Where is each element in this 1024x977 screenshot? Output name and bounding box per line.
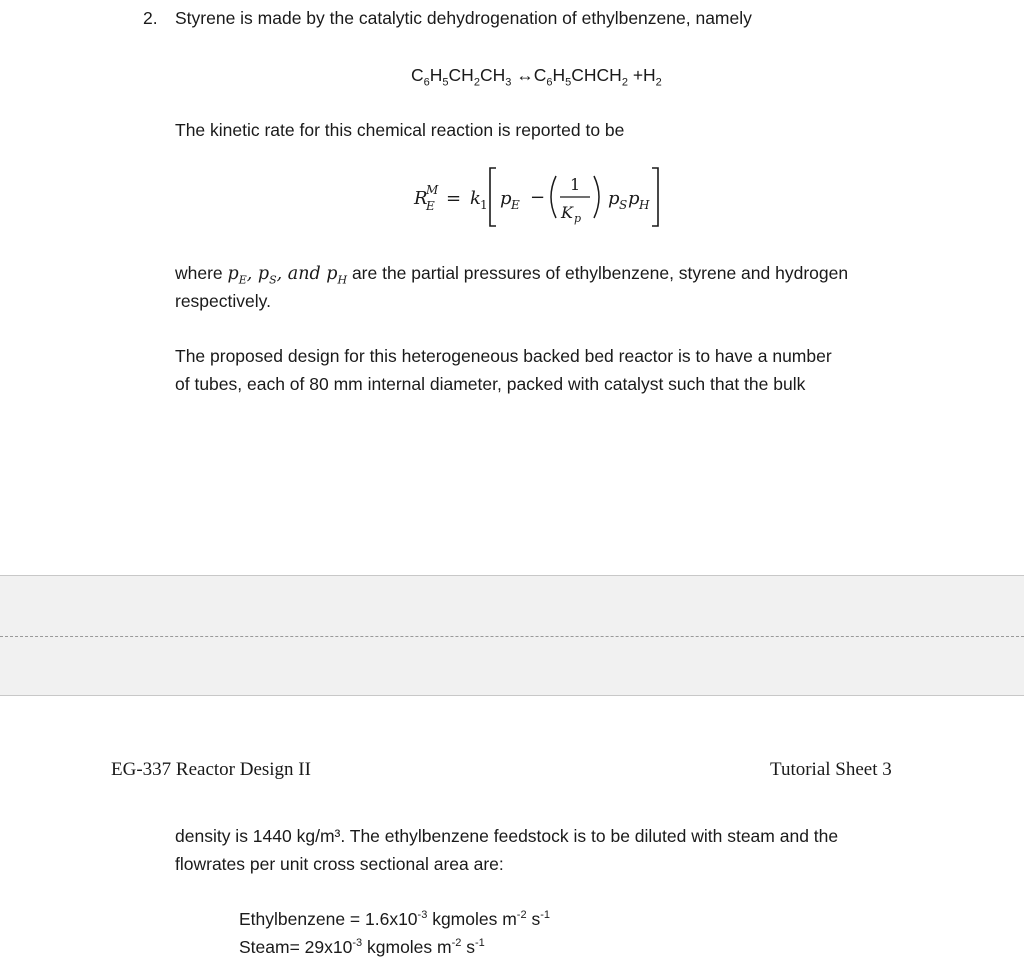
flowrate-units-time-exp: -1	[475, 937, 485, 950]
question-intro: Styrene is made by the catalytic dehydrogenation of ethylbenzene, namely	[175, 8, 752, 28]
flowrate-units-exp: -2	[516, 909, 527, 922]
svg-text:S: S	[619, 198, 628, 212]
svg-text:M: M	[426, 183, 439, 197]
where-line-2: respectively.	[175, 291, 271, 311]
product-formula: $C_6H_5CHCH_2$	[533, 65, 628, 89]
rate-equation	[410, 160, 690, 232]
flowrate-label: Ethylbenzene =	[239, 909, 365, 929]
reactant-formula: $C_6H_5CH_2CH_3$	[411, 65, 512, 89]
flowrate-exponent: -3	[417, 909, 428, 922]
where-prefix: where	[175, 263, 223, 283]
flowrate-value: 1.6x10	[365, 909, 418, 929]
svg-text:1: 1	[480, 198, 488, 212]
page-break-dashed-line	[0, 636, 1024, 637]
question-number: 2.	[143, 8, 158, 28]
flowrate-ethylbenzene	[239, 905, 550, 933]
svg-text:1: 1	[570, 175, 581, 194]
reaction-equation	[411, 61, 662, 89]
flowrate-steam	[239, 933, 485, 961]
svg-text:=: =	[446, 188, 462, 209]
where-symbols: $p_E$, $p_S$, and $p_H$	[227, 264, 348, 287]
svg-text:E: E	[426, 199, 435, 213]
design-line-2: of tubes, each of 80 mm internal diameter, packed with catalyst such that the bulk	[175, 374, 806, 394]
flowrate-exponent: -3	[352, 937, 363, 950]
rate-intro: The kinetic rate for this chemical reaction is reported to be	[175, 120, 625, 140]
flowrate-units-time-exp: -1	[540, 909, 550, 922]
svg-text:H: H	[639, 198, 650, 212]
svg-text:K: K	[561, 203, 573, 222]
svg-text:R: R	[414, 188, 428, 209]
svg-text:p: p	[628, 188, 640, 209]
hydrogen-product: $+H_2$	[632, 65, 662, 89]
flowrate-units: kgmoles m	[427, 909, 517, 929]
flowrate-units-time: s	[526, 909, 541, 929]
flowrate-value: 29x10	[304, 937, 353, 957]
where-line-1	[175, 259, 848, 288]
design-line-1: The proposed design for this heterogeneous backed bed reactor is to have a number	[175, 346, 832, 366]
reversible-arrow: ↔	[516, 65, 534, 85]
flowrate-label: Steam=	[239, 937, 305, 957]
density-line-1: density is 1440 kg/m³. The ethylbenzene feedstock is to be diluted with steam and the	[175, 826, 839, 846]
svg-text:−: −	[530, 187, 546, 208]
rate-equation-graphic	[410, 160, 690, 232]
header-sheet: Tutorial Sheet 3	[770, 759, 892, 780]
flowrate-units-exp: -2	[451, 937, 462, 950]
svg-text:p: p	[574, 212, 582, 225]
header-course: EG-337 Reactor Design II	[111, 759, 311, 780]
svg-text:p: p	[608, 188, 620, 209]
page-break-bottom-rule	[0, 695, 1024, 696]
where-suffix: are the partial pressures of ethylbenzene, styrene and hydrogen	[351, 263, 849, 283]
flowrate-units-time: s	[461, 937, 476, 957]
svg-text:k: k	[470, 188, 481, 209]
density-line-2: flowrates per unit cross sectional area are:	[175, 854, 504, 874]
svg-text:E: E	[511, 198, 520, 212]
flowrate-units: kgmoles m	[362, 937, 452, 957]
svg-text:p: p	[500, 188, 512, 209]
